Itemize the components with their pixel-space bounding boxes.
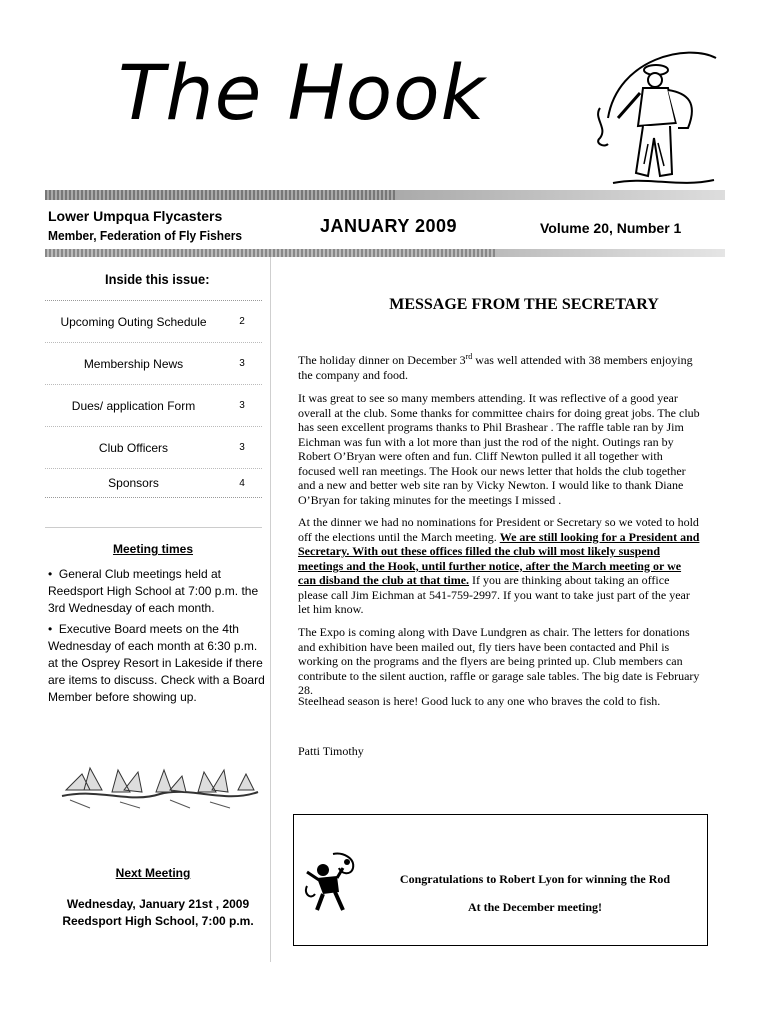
article-paragraph: The Expo is coming along with Dave Lundgren as chair. The letters for donations and exhibition have been mailed out, fly tiers have been contacted and Phil is working on the programs and the flyers are being printed up. Club members can contribute to the silent auction, raffle or garage sale tables. The big date is February 28. [298,625,700,697]
organization-name: Lower Umpqua Flycasters [48,208,223,224]
toc-item-page: 2 [239,316,245,327]
article-emphasis: We are still looking for a President and Secretary. With out these offices filled the club will most likely suspend meetings and the Hook, until further notice, after the March meeting or we can disband the club at that time. [298,529,700,587]
angler-trophy-icon [303,850,363,912]
article-superscript: rd [465,352,473,361]
bullet-icon: • [48,567,59,581]
issue-date: JANUARY 2009 [320,216,458,236]
header-rule-bottom [45,249,725,257]
article-text: was well attended with 38 members enjoying the company and food. [298,353,693,382]
toc-divider [45,527,262,528]
header-rule-top [45,190,725,200]
article-paragraph: Steelhead season is here! Good luck to any one who braves the cold to fish. [298,694,661,708]
next-meeting-place: Reedsport High School, 7:00 p.m. [62,914,254,928]
article-signature: Patti Timothy [298,744,364,758]
article-text: At the dinner we had no nominations for President or Secretary so we voted to hold off the elections until the March meeting. [298,515,699,544]
toc-item-page: 3 [239,358,245,369]
table-of-contents [45,300,262,498]
article-text: The holiday dinner on December 3 [298,353,466,367]
newsletter-title: The Hook [118,48,486,137]
next-meeting-heading: Next Meeting [115,866,191,880]
toc-item-page: 4 [239,477,245,489]
toc-item-label: Dues/ application Form [71,398,196,413]
organization-affiliation: Member, Federation of Fly Fishers [48,228,243,243]
toc-heading: Inside this issue: [105,271,210,287]
article-paragraph [298,350,700,382]
issue-volume: Volume 20, Number 1 [540,220,682,236]
toc-item[interactable] [45,469,262,497]
meeting-item [48,566,266,617]
toc-item-label: Upcoming Outing Schedule [60,314,207,329]
toc-item[interactable] [45,301,262,343]
fly-illustration [60,760,260,812]
bullet-icon: • [48,622,59,636]
toc-item-label: Club Officers [98,440,169,455]
congrats-line-2: At the December meeting! [467,900,603,914]
column-divider [270,257,271,962]
article-title: MESSAGE FROM THE SECRETARY [389,296,659,313]
toc-item[interactable] [45,385,262,427]
meeting-item [48,621,266,706]
toc-item[interactable] [45,427,262,469]
next-meeting-date: Wednesday, January 21st , 2009 [66,897,250,911]
toc-item-label: Sponsors [108,476,159,490]
fisherman-illustration [588,48,718,194]
meeting-item-text: Executive Board meets on the 4th Wednesday of each month at 6:30 p.m. at the Osprey Resort in Lakeside if there are items to discuss. Check with a Board Member before showing up. [48,622,265,704]
toc-item-page: 3 [239,442,245,453]
toc-item-label: Membership News [83,356,184,371]
meeting-item-text: General Club meetings held at Reedsport High School at 7:00 p.m. the 3rd Wednesday of each month. [48,567,259,615]
toc-item-page: 3 [239,400,245,411]
meeting-times-heading: Meeting times [112,542,193,556]
article-paragraph [298,515,700,617]
article-text: If you are thinking about taking an office please call Jim Eichman at 541-759-2997. If you want to take just part of the year let him know. [298,573,690,616]
article-paragraph: It was great to see so many members attending. It was reflective of a good year overall at the club. Some thanks for committee chairs for doing great jobs. The club has seen excellent programs thanks to Phil Brashear . The raffle table ran by Jim Eichman was fun with a lot more than just the rod of the night. Outings ran by Robert O’Bryan were often and fun. Cliff Newton pulled it all together with focused well ran meetings. The Hook our news letter that holds the club together and a new and better web site ran by Vicky Newton. I would like to thank Diane O’Bryan for taking minutes for the meetings I missed . [298,391,700,507]
congrats-line-1: Congratulations to Robert Lyon for winning the Rod [399,872,671,886]
toc-item[interactable] [45,343,262,385]
